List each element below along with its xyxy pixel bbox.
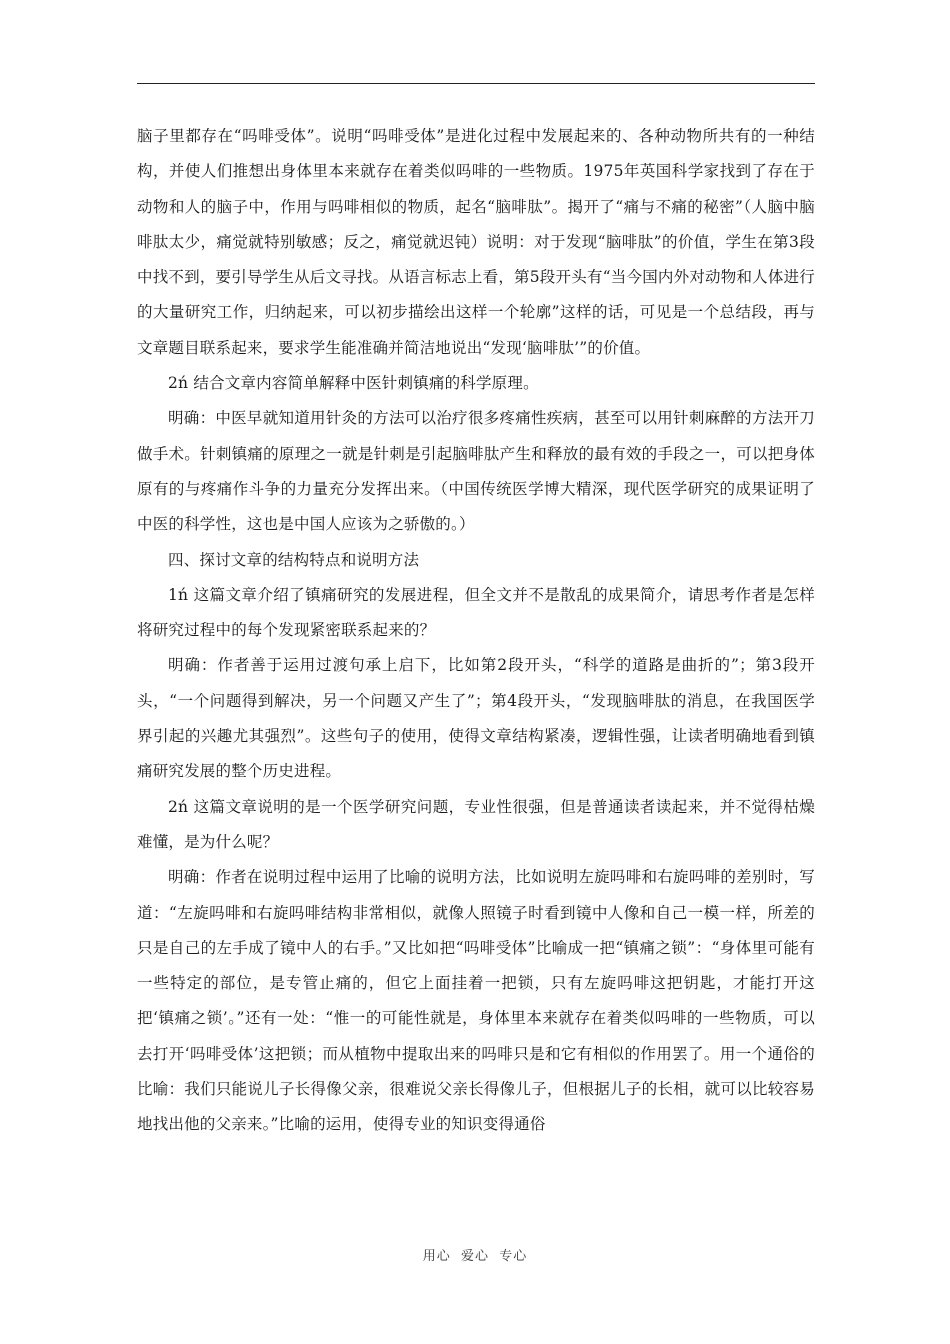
paragraph-continuation: 脑子里都存在“吗啡受体”。说明“吗啡受体”是进化过程中发展起来的、各种动物所共有的一种结构，并使人们推想出身体里本来就存在着类似吗啡的一些物质。1975年英国科学家找到了存在于动物和人的脑子中，作用与吗啡相似的物质，起名“脑啡肽”。揭开了“痛与不痛的秘密”（人脑中脑啡肽太少，痛觉就特别敏感；反之，痛觉就迟钝）说明：对于发现“脑啡肽”的价值，学生在第3段中找不到，要引导学生从后文寻找。从语言标志上看，第5段开头有“当今国内外对动物和人体进行的大量研究工作，归纳起来，可以初步描绘出这样一个轮廓”这样的话，可见是一个总结段，再与文章题目联系起来，要求学生能准确并简洁地说出“发现‘脑啡肽’”的价值。: [137, 127, 815, 357]
paragraph-answer-4-1: 明确：作者善于运用过渡句承上启下，比如第2段开头，“科学的道路是曲折的”；第3段开头，“一个问题得到解决，另一个问题又产生了”；第4段开头，“发现脑啡肽的消息，在我国医学界引起的兴趣尤其强烈”。这些句子的使用，使得文章结构紧凑，逻辑性强，让读者明确地看到镇痛研究发展的整个历史进程。: [137, 656, 815, 781]
section-heading-4: 四、探讨文章的结构特点和说明方法: [168, 550, 420, 569]
header-rule: [137, 83, 815, 84]
document-body: [137, 119, 815, 1143]
paragraph-answer-4-2: 明确：作者在说明过程中运用了比喻的说明方法，比如说明左旋吗啡和右旋吗啡的差别时，写道：“左旋吗啡和右旋吗啡结构非常相似，就像人照镜子时看到镜中人像和自己一模一样，所差的只是自己的左手成了镜中人的右手。”又比如把“吗啡受体”比喻成一把“镇痛之锁”：“身体里可能有一些特定的部位，是专管止痛的，但它上面挂着一把锁，只有左旋吗啡这把钥匙，才能打开这把‘镇痛之锁’。”还有一处：“惟一的可能性就是，身体里本来就存在着类似吗啡的一些物质，可以去打开‘吗啡受体’这把锁；而从植物中提取出来的吗啡只是和它有相似的作用罢了。用一个通俗的比喻：我们只能说儿子长得像父亲，很难说父亲长得像儿子，但根据儿子的长相，就可以比较容易地找出他的父亲来。”比喻的运用，使得专业的知识变得通俗: [137, 868, 815, 1134]
paragraph-question-4-1: 1ń 这篇文章介绍了镇痛研究的发展进程，但全文并不是散乱的成果简介，请思考作者是怎样将研究过程中的每个发现紧密联系起来的？: [137, 585, 815, 640]
page-footer: 用心 爱心 专心: [422, 1249, 528, 1264]
paragraph-answer-2: 明确：中医早就知道用针灸的方法可以治疗很多疼痛性疾病，甚至可以用针刺麻醉的方法开刀做手术。针刺镇痛的原理之一就是针刺是引起脑啡肽产生和释放的最有效的手段之一，可以把身体原有的与疼痛作斗争的力量充分发挥出来。（中国传统医学博大精深，现代医学研究的成果证明了中医的科学性，这也是中国人应该为之骄傲的。）: [137, 409, 815, 534]
paragraph-question-4-2: 2ń 这篇文章说明的是一个医学研究问题，专业性很强，但是普通读者读起来，并不觉得枯燥难懂，是为什么呢？: [137, 797, 815, 851]
paragraph-question-2: 2ń 结合文章内容简单解释中医针刺镇痛的科学原理。: [168, 374, 539, 393]
